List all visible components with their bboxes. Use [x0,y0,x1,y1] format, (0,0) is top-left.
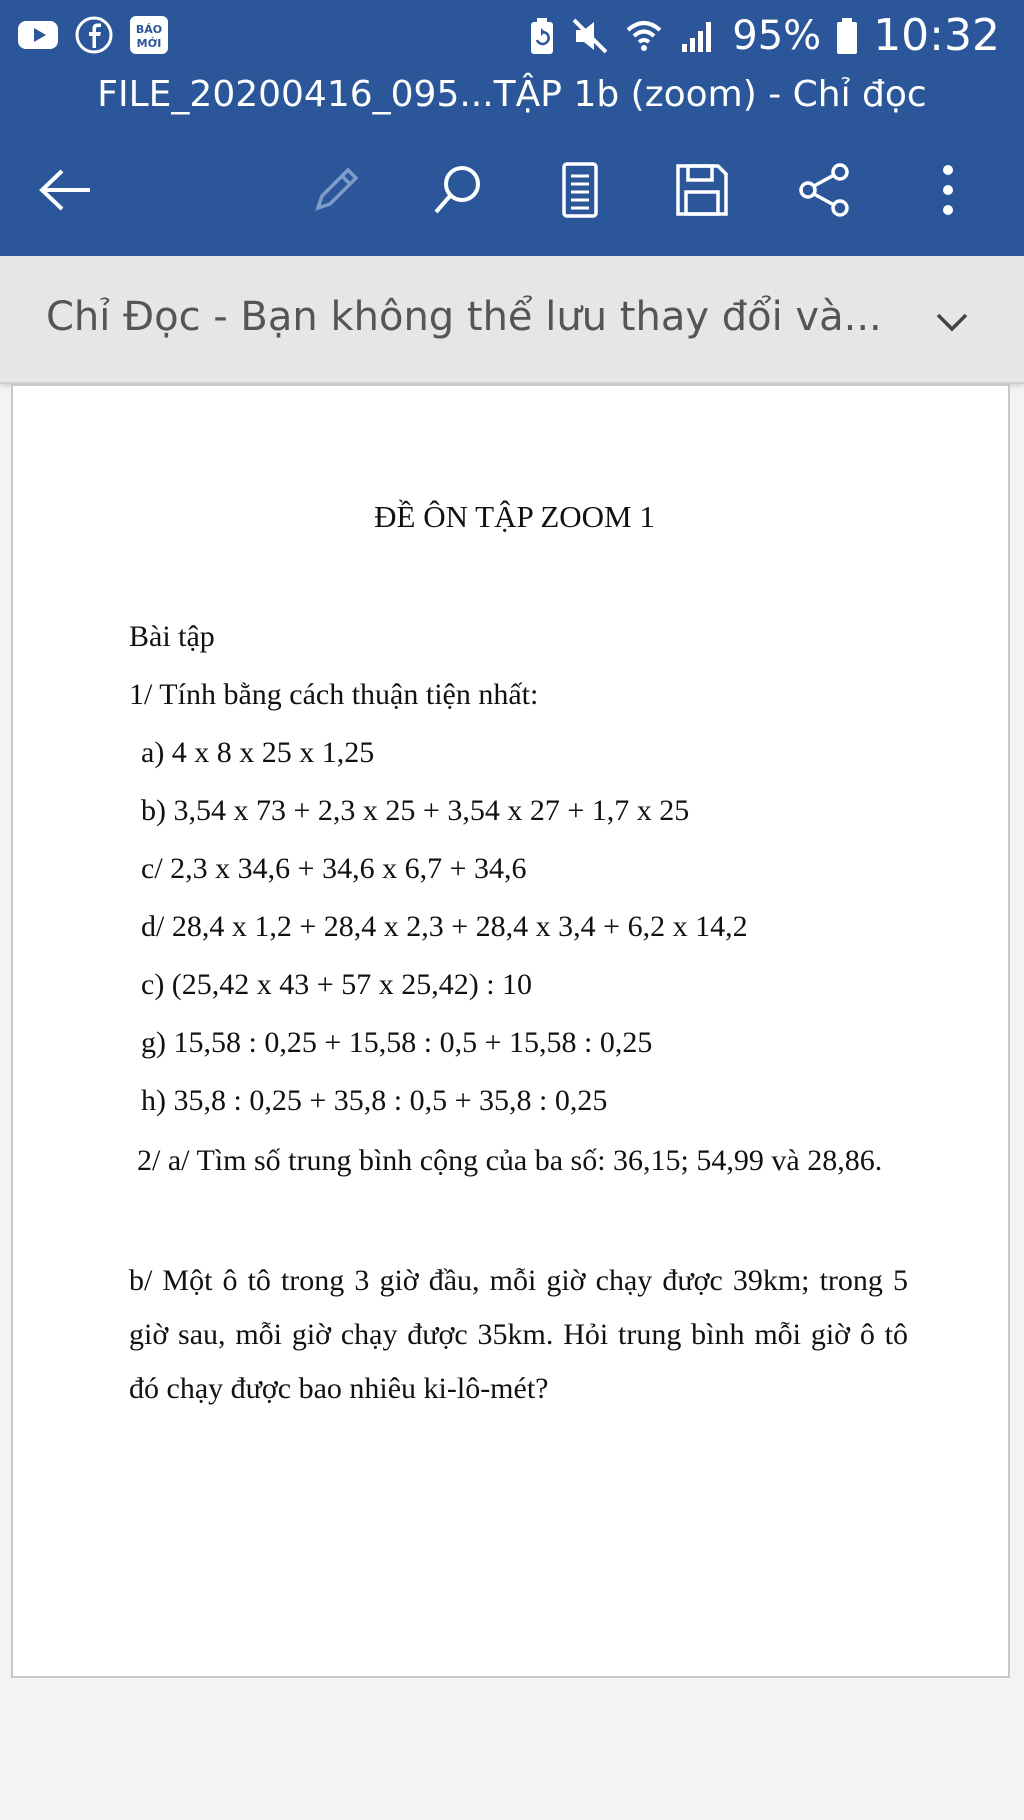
read-only-message: Chỉ Đọc - Bạn không thể lưu thay đổi và... [46,294,882,340]
svg-text:MỚI: MỚI [136,37,162,50]
reading-view-button[interactable] [540,150,620,230]
pencil-icon [308,162,364,218]
chevron-down-icon[interactable] [930,300,974,344]
wifi-icon [624,16,664,56]
read-only-banner[interactable] [0,256,1024,384]
status-clock: 10:32 [873,10,1000,61]
edit-button[interactable] [296,150,376,230]
question-1-item: a) 4 x 8 x 25 x 1,25 [141,736,375,769]
more-options-button[interactable] [908,150,988,230]
youtube-icon [16,15,60,55]
status-bar [0,0,1024,72]
question-1-item: g) 15,58 : 0,25 + 15,58 : 0,5 + 15,58 : 0,25 [141,1026,653,1059]
save-icon [674,162,730,218]
question-1-title: 1/ Tính bằng cách thuận tiện nhất: [129,678,539,711]
question-1-item: d/ 28,4 x 1,2 + 28,4 x 2,3 + 28,4 x 3,4 + 6,2 x 14,2 [141,910,748,943]
search-icon [430,162,486,218]
document-page[interactable] [11,384,1010,1678]
facebook-icon [74,15,114,55]
signal-icon [678,16,718,56]
more-vertical-icon [938,162,958,218]
question-2a: 2/ a/ Tìm số trung bình cộng của ba số: 36,15; 54,99 và 28,86. [137,1144,883,1177]
document-title: FILE_20200416_095...TẬP 1b (zoom) - Chỉ đọc [97,74,927,115]
back-button[interactable] [26,150,106,230]
back-arrow-icon [38,165,94,215]
question-1-item: h) 35,8 : 0,25 + 35,8 : 0,5 + 35,8 : 0,25 [141,1084,608,1117]
search-button[interactable] [418,150,498,230]
share-icon [796,162,852,218]
document-heading: ĐỀ ÔN TẬP ZOOM 1 [374,499,655,534]
save-button[interactable] [662,150,742,230]
toolbar [0,150,1024,230]
question-1-item: c/ 2,3 x 34,6 + 34,6 x 6,7 + 34,6 [141,852,527,885]
battery-percent: 95% [732,12,822,59]
question-1-item: c) (25,42 x 43 + 57 x 25,42) : 10 [141,968,533,1001]
section-label: Bài tập [129,620,215,653]
mute-icon [570,16,610,56]
share-button[interactable] [784,150,864,230]
battery-icon [835,16,859,56]
battery-saver-icon [528,16,556,56]
question-1-item: b) 3,54 x 73 + 2,3 x 25 + 3,54 x 27 + 1,7 x 25 [141,794,690,827]
baomoi-icon [128,14,170,56]
svg-text:BÁO: BÁO [135,23,163,36]
app-header [0,0,1024,256]
question-2b: b/ Một ô tô trong 3 giờ đầu, mỗi giờ chạy được 39km; trong 5 giờ sau, mỗi giờ chạy được 35km. Hỏi trung bình mỗi giờ ô tô đó chạy được bao nhiêu ki-lô-mét? [129,1264,908,1405]
mobile-view-icon [558,161,602,219]
